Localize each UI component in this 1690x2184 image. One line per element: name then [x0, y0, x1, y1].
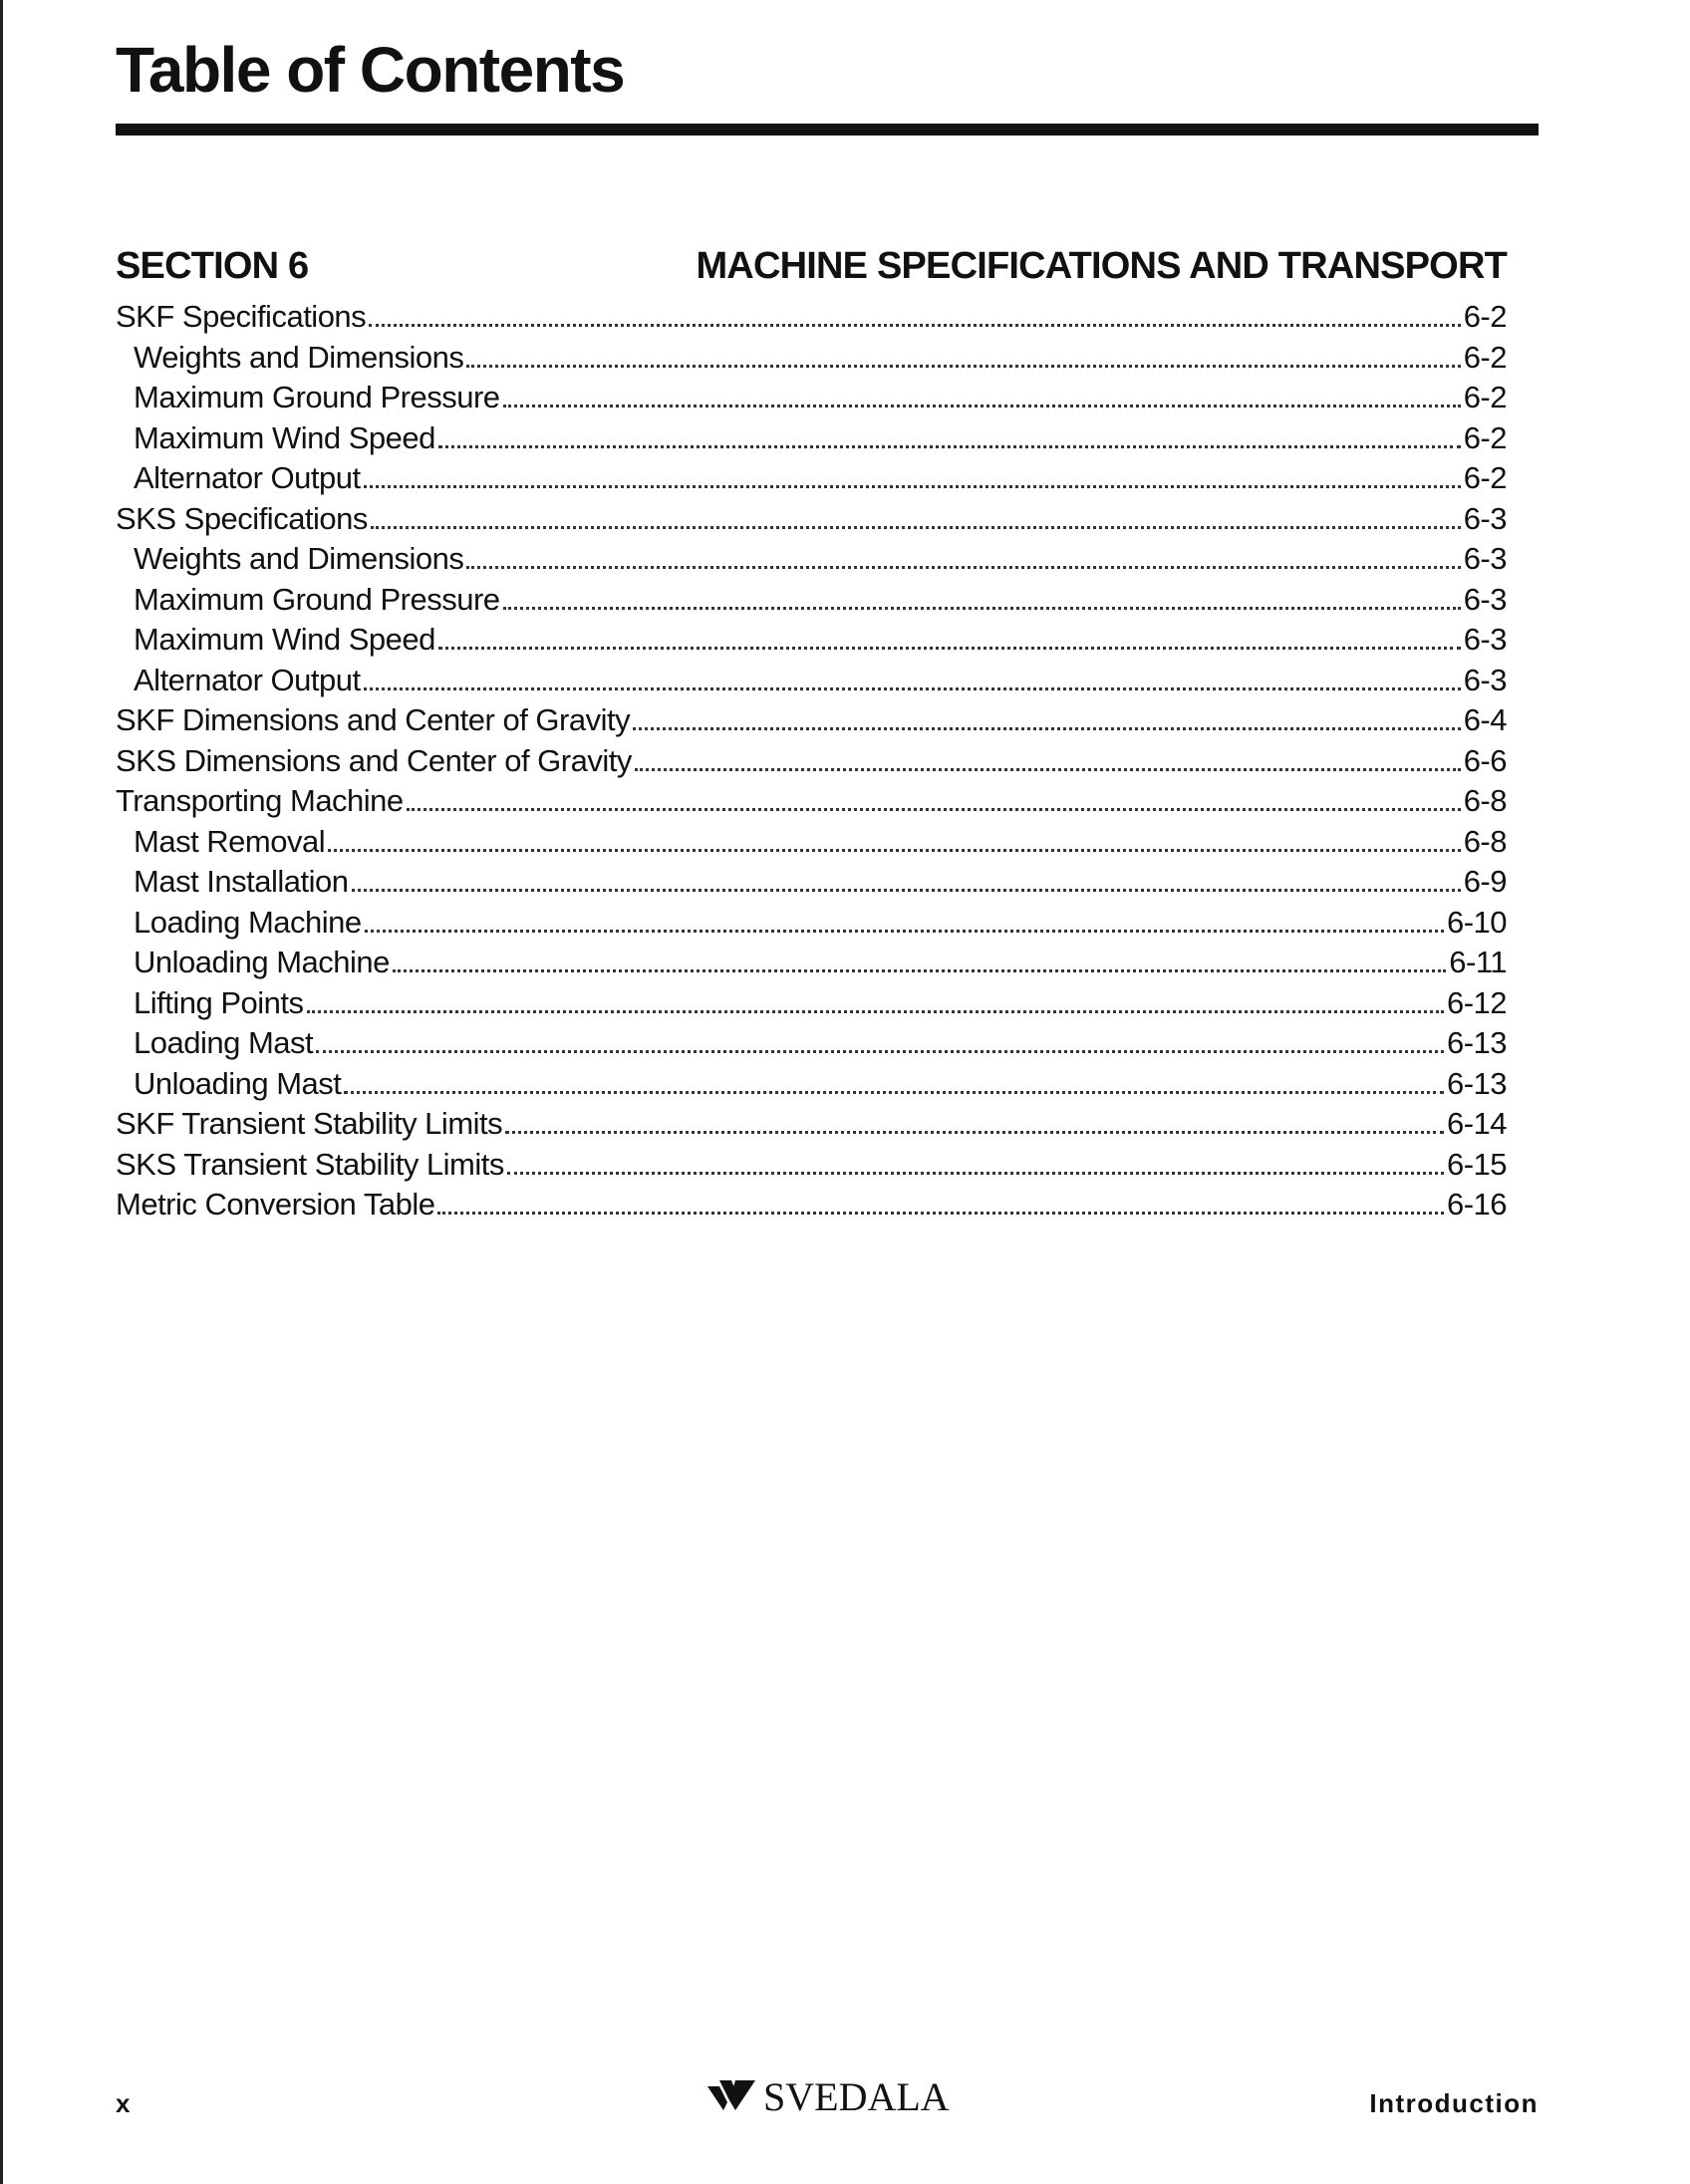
toc-entry-page: 6-3 [1463, 541, 1507, 576]
toc-entry[interactable] [116, 700, 1507, 741]
toc-entry[interactable] [116, 1064, 1507, 1105]
svedala-logo-icon [705, 2076, 757, 2116]
toc-entry[interactable] [116, 983, 1507, 1024]
toc-entry-page: 6-2 [1463, 339, 1507, 375]
toc-dot-leader [344, 1091, 1444, 1094]
toc-entry[interactable] [116, 418, 1507, 459]
toc-dot-leader [438, 647, 1461, 650]
toc-dot-leader [466, 365, 1460, 368]
toc-entry-text: SKS Transient Stability Limits [116, 1146, 504, 1182]
toc-entry-page: 6-2 [1463, 299, 1507, 334]
toc-entry[interactable] [116, 499, 1507, 540]
toc-entry[interactable] [116, 580, 1507, 621]
toc-entry-page: 6-13 [1446, 1025, 1507, 1060]
toc-entry-page: 6-13 [1446, 1065, 1507, 1101]
footer-page-number: x [116, 2088, 131, 2118]
footer-logo [705, 2072, 950, 2120]
toc-dot-leader [364, 687, 1461, 690]
section-header [116, 245, 1507, 297]
toc-entry-page: 6-15 [1446, 1146, 1507, 1182]
toc-entry[interactable] [116, 741, 1507, 782]
toc-entry-text: Loading Machine [134, 904, 362, 940]
toc-entry-text: SKF Specifications [116, 299, 367, 334]
toc-entry-page: 6-2 [1463, 460, 1507, 495]
toc-dot-leader [407, 808, 1461, 811]
toc-entry-page: 6-12 [1446, 984, 1507, 1020]
toc-entry-text: SKF Transient Stability Limits [116, 1106, 503, 1141]
toc-entry-page: 6-8 [1463, 823, 1507, 859]
toc-dot-leader [328, 849, 1461, 852]
toc-dot-leader [393, 969, 1446, 972]
toc-entry-text: Lifting Points [134, 984, 304, 1020]
toc-dot-leader [635, 768, 1461, 771]
toc-entry[interactable] [116, 1145, 1507, 1186]
toc-dot-leader [503, 607, 1461, 610]
toc-dot-leader [352, 889, 1461, 892]
toc-entry-text: SKS Specifications [116, 500, 368, 536]
toc-entry-text: Mast Installation [134, 864, 349, 899]
toc-list [116, 297, 1507, 1226]
toc-dot-leader [364, 485, 1461, 488]
toc-entry-page: 6-2 [1463, 380, 1507, 414]
toc-dot-leader [438, 445, 1461, 448]
title-rule [116, 124, 1539, 136]
toc-entry-text: Metric Conversion Table [116, 1187, 435, 1222]
toc-entry[interactable] [116, 1104, 1507, 1145]
toc-entry-page: 6-3 [1463, 500, 1507, 536]
toc-entry[interactable] [116, 1185, 1507, 1226]
toc-entry-page: 6-10 [1446, 904, 1507, 940]
toc-entry-page: 6-6 [1463, 742, 1507, 778]
toc-entry-text: Mast Removal [134, 823, 326, 859]
section-title: MACHINE SPECIFICATIONS AND TRANSPORT [696, 245, 1507, 287]
toc-entry[interactable] [116, 458, 1507, 499]
toc-entry-text: Maximum Ground Pressure [134, 581, 500, 617]
toc-entry-page: 6-16 [1446, 1187, 1507, 1222]
toc-dot-leader [466, 566, 1460, 569]
toc-dot-leader [365, 930, 1444, 933]
toc-entry[interactable] [116, 903, 1507, 944]
toc-entry-text: Maximum Wind Speed [134, 622, 435, 657]
toc-dot-leader [507, 1172, 1444, 1175]
section-number: SECTION 6 [116, 245, 309, 287]
toc-dot-leader [307, 1010, 1444, 1013]
toc-dot-leader [316, 1050, 1444, 1053]
toc-entry[interactable] [116, 378, 1507, 418]
toc-entry-text: Unloading Machine [134, 945, 390, 979]
toc-entry[interactable] [116, 862, 1507, 903]
toc-entry[interactable] [116, 943, 1507, 983]
toc-entry-text: Alternator Output [134, 460, 361, 495]
toc-entry[interactable] [116, 781, 1507, 822]
toc-entry[interactable] [116, 620, 1507, 661]
footer-chapter-label: Introduction [1369, 2088, 1539, 2118]
toc-entry-page: 6-9 [1463, 864, 1507, 899]
footer-logo-text: SVEDALA [763, 2073, 950, 2119]
toc-entry-page: 6-2 [1463, 419, 1507, 455]
toc-entry-text: Weights and Dimensions [134, 541, 464, 576]
page-left-edge-rule [0, 0, 3, 2184]
toc-entry[interactable] [116, 539, 1507, 580]
toc-entry-text: Loading Mast [134, 1025, 314, 1060]
toc-dot-leader [633, 727, 1461, 730]
toc-entry-page: 6-14 [1446, 1106, 1507, 1141]
toc-entry-text: Unloading Mast [134, 1065, 342, 1101]
toc-entry-page: 6-4 [1463, 702, 1507, 737]
toc-entry-page: 6-3 [1463, 622, 1507, 657]
toc-entry-page: 6-8 [1463, 783, 1507, 818]
toc-dot-leader [505, 1131, 1444, 1134]
toc-entry[interactable] [116, 822, 1507, 863]
toc-entry-text: Weights and Dimensions [134, 339, 464, 375]
toc-entry-text: SKF Dimensions and Center of Gravity [116, 702, 631, 737]
toc-entry-page: 6-3 [1463, 662, 1507, 697]
toc-entry[interactable] [116, 297, 1507, 338]
toc-entry-text: SKS Dimensions and Center of Gravity [116, 742, 632, 778]
toc-entry[interactable] [116, 1023, 1507, 1064]
toc-entry-text: Maximum Ground Pressure [134, 380, 500, 414]
toc-entry-text: Alternator Output [134, 662, 361, 697]
toc-entry[interactable] [116, 661, 1507, 701]
toc-dot-leader [371, 526, 1461, 529]
page-title: Table of Contents [116, 34, 625, 106]
toc-entry-page: 6-11 [1449, 945, 1507, 979]
toc-dot-leader [369, 324, 1461, 327]
toc-entry[interactable] [116, 338, 1507, 379]
toc-entry-text: Maximum Wind Speed [134, 419, 435, 455]
toc-dot-leader [437, 1212, 1443, 1215]
toc-entry-page: 6-3 [1463, 581, 1507, 617]
toc-dot-leader [503, 405, 1461, 408]
toc-entry-text: Transporting Machine [116, 783, 404, 818]
